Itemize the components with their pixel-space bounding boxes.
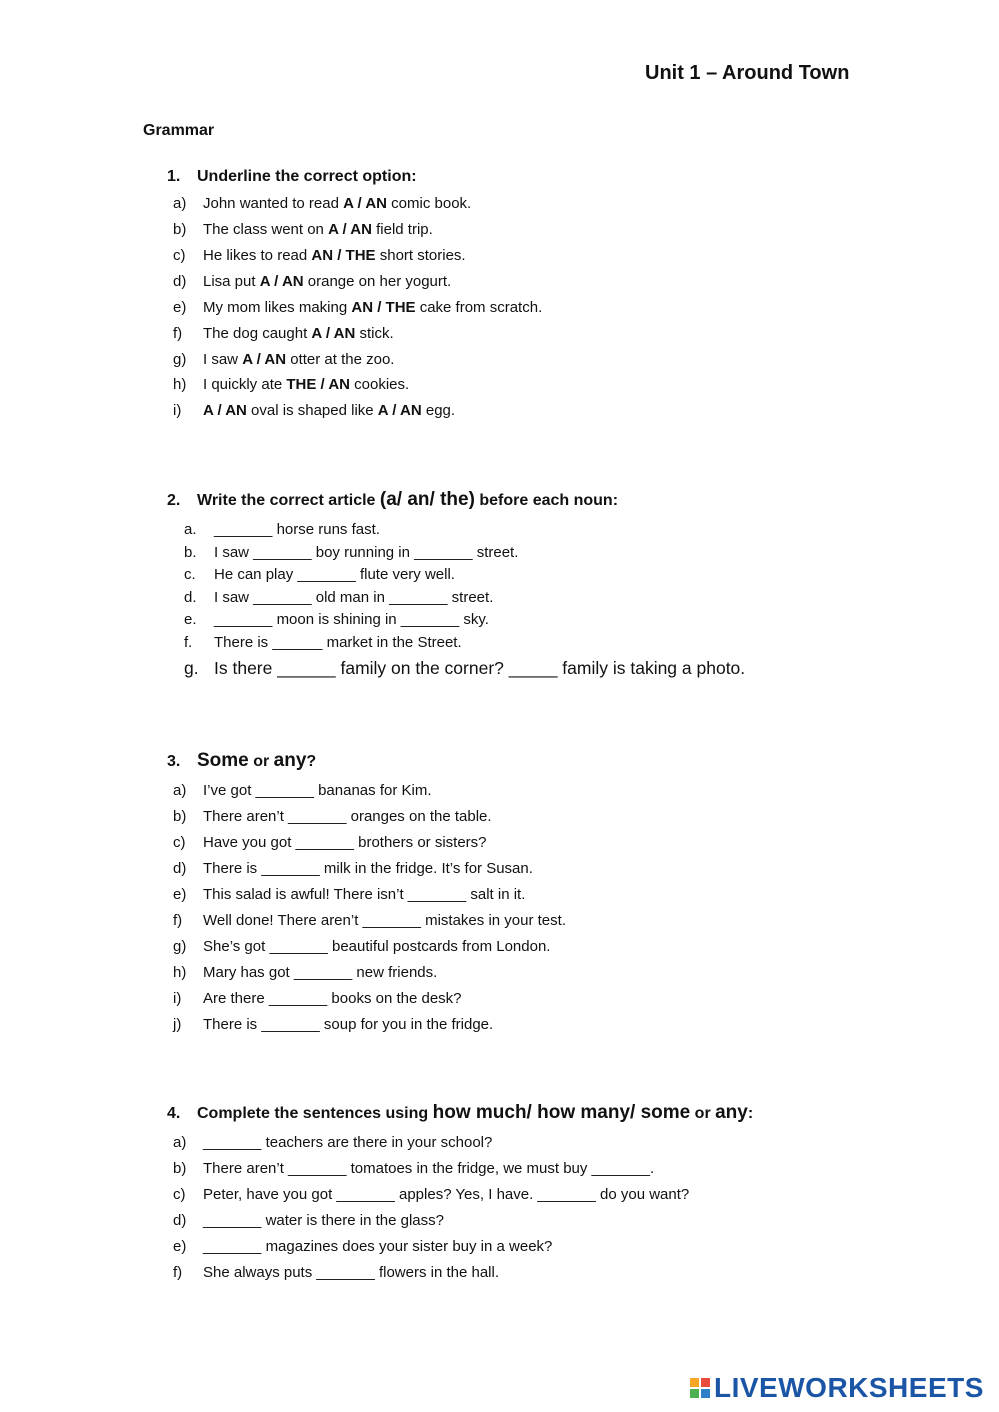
list-item: h) I quickly ate THE / AN cookies. [173,376,410,393]
exercise-title: Underline the correct option: [197,168,417,185]
list-item: g) I saw A / AN otter at the zoo. [173,351,395,368]
logo-square [701,1378,710,1387]
list-item[interactable]: g) She’s got _______ beautiful postcards from London. [173,938,551,955]
option-choice[interactable]: A / AN [242,351,287,368]
list-item[interactable]: a. _______ horse runs fast. [184,521,380,538]
list-item[interactable]: f) Well done! There aren’t _______ mistakes in your test. [173,912,566,929]
option-choice[interactable]: THE / AN [286,376,350,393]
option-choice[interactable]: A / AN [343,195,387,212]
option-choice[interactable]: AN / THE [351,299,416,316]
option-choice[interactable]: A / AN [328,221,372,238]
list-item[interactable]: d) There is _______ milk in the fridge. It’s for Susan. [173,860,533,877]
list-item[interactable]: c. He can play _______ flute very well. [184,566,455,583]
unit-title: Unit 1 – Around Town [645,62,850,84]
list-item[interactable]: c) Have you got _______ brothers or sisters? [173,834,487,851]
section-label-grammar: Grammar [143,122,215,139]
logo-square [690,1378,699,1387]
logo-square [690,1389,699,1398]
list-item[interactable]: h) Mary has got _______ new friends. [173,964,438,981]
exercise-1-heading [167,168,417,186]
list-item[interactable]: e) _______ magazines does your sister buy in a week? [173,1238,553,1255]
list-item[interactable]: c) Peter, have you got _______ apples? Yes, I have. _______ do you want? [173,1186,690,1203]
option-choice[interactable]: A / AN [203,402,247,419]
exercise-4-heading: 4. Complete the sentences using how much/ how many/ some or any: [167,1102,754,1123]
liveworksheets-logo [690,1372,984,1404]
list-item[interactable]: g. Is there ______ family on the corner? _____ family is taking a photo. [184,658,746,678]
list-item[interactable]: d. I saw _______ old man in _______ street. [184,589,494,606]
list-item[interactable]: j) There is _______ soup for you in the fridge. [173,1016,494,1033]
list-item[interactable]: d) _______ water is there in the glass? [173,1212,444,1229]
list-item: e) My mom likes making AN / THE cake from scratch. [173,299,543,316]
option-choice[interactable]: A / AN [311,325,356,342]
list-item: d) Lisa put A / AN orange on her yogurt. [173,273,452,290]
list-item[interactable]: f) She always puts _______ flowers in the hall. [173,1264,500,1281]
option-choice[interactable]: AN / THE [311,247,376,264]
exercise-number: 1. [167,168,181,185]
list-item[interactable]: f. There is ______ market in the Street. [184,634,462,651]
list-item: f) The dog caught A / AN stick. [173,325,394,342]
exercise-2-heading: 2. Write the correct article (a/ an/ the) before each noun: [167,489,619,510]
list-item: a) John wanted to read A / AN comic book. [173,195,472,212]
list-item[interactable]: e. _______ moon is shining in _______ sky. [184,611,489,628]
list-item[interactable]: e) This salad is awful! There isn’t _______ salt in it. [173,886,526,903]
list-item: i) A / AN oval is shaped like A / AN egg. [173,402,456,419]
list-item[interactable]: i) Are there _______ books on the desk? [173,990,462,1007]
list-item: c) He likes to read AN / THE short stories. [173,247,466,264]
option-choice[interactable]: A / AN [259,273,304,290]
exercise-number: 4. [167,1105,181,1122]
list-item[interactable]: b. I saw _______ boy running in _______ street. [184,544,519,561]
exercise-number: 3. [167,753,181,770]
list-item[interactable]: a) _______ teachers are there in your school? [173,1134,493,1151]
logo-text: LIVEWORKSHEETS [714,1372,984,1403]
list-item: b) The class went on A / AN field trip. [173,221,433,238]
logo-mark-icon [690,1378,710,1398]
exercise-3-heading: 3. Some or any? [167,750,317,771]
list-item[interactable]: b) There aren’t _______ oranges on the table. [173,808,492,825]
list-item[interactable]: b) There aren’t _______ tomatoes in the fridge, we must buy _______. [173,1160,655,1177]
exercise-number: 2. [167,492,181,509]
option-choice[interactable]: A / AN [377,402,422,419]
list-item[interactable]: a) I’ve got _______ bananas for Kim. [173,782,432,799]
logo-square [701,1389,710,1398]
